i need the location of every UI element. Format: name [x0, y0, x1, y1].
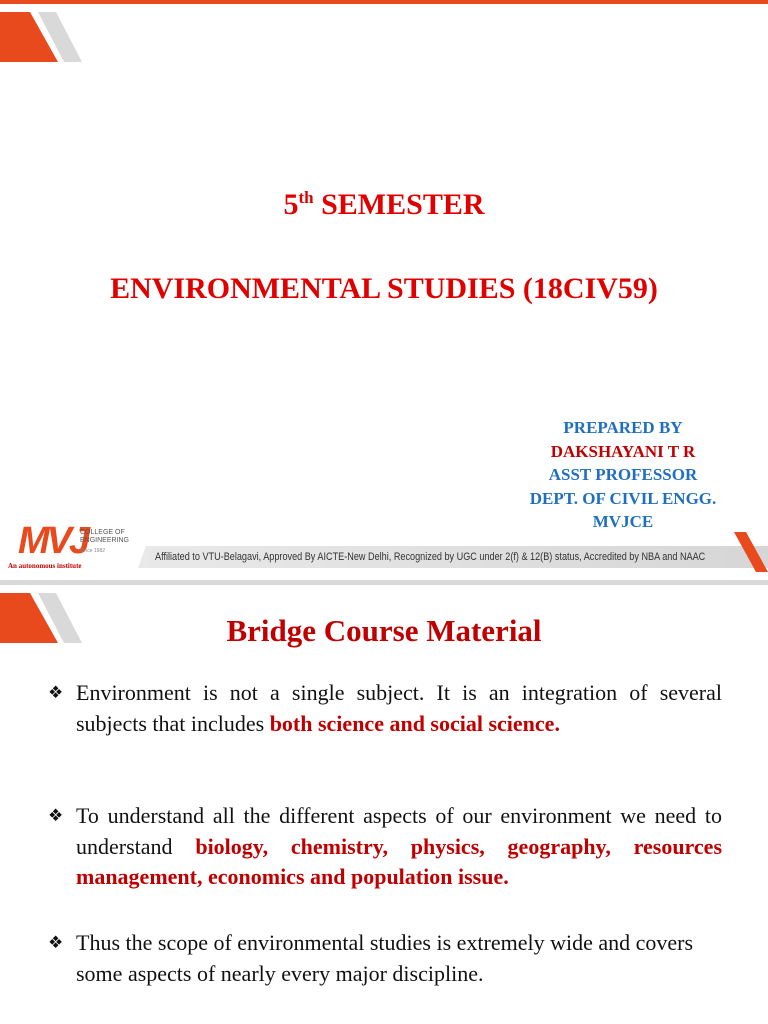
- bullet-item: [48, 678, 722, 739]
- bullet-diamond-icon: ❖: [48, 806, 64, 825]
- bullet-item: [48, 928, 722, 989]
- college-name: COLLEGE OF ENGINEERING: [80, 529, 130, 544]
- content-slide: [0, 585, 768, 1024]
- bullet-item: [48, 801, 722, 893]
- bullet-diamond-icon: ❖: [48, 933, 64, 952]
- bullet-text: To understand all the different aspects of our environment we need to understand biology, chemistry, physics, geography, resources management, economics and population issue.: [76, 803, 723, 889]
- bullet-text: Environment is not a single subject. It is an integration of several subjects that includes both science and social science.: [76, 680, 722, 736]
- corner-decoration-icon: [0, 0, 90, 70]
- author-designation: ASST PROFESSOR: [548, 465, 698, 484]
- author-name: DAKSHAYANI T R: [550, 441, 696, 461]
- prepared-by-label: PREPARED BY: [563, 418, 683, 437]
- course-title: ENVIRONMENTAL STUDIES (18CIV59): [110, 272, 658, 305]
- college-logo: MVJ: [18, 520, 88, 562]
- semester-heading: 5th SEMESTER: [283, 188, 485, 221]
- affiliation-text: Affiliated to VTU-Belagavi, Approved By AICTE-New Delhi, Recognized by UGC under 2(f) & 12(B) status, Accredited by NBA and NAAC: [155, 551, 706, 563]
- slide-title: Bridge Course Material: [226, 613, 542, 648]
- slide-footer: [0, 512, 768, 580]
- top-accent-bar: [0, 0, 768, 4]
- college-since: Since 1982: [80, 548, 106, 554]
- footer-stripe-icon: [734, 532, 768, 572]
- autonomous-label: An autonomous institute: [8, 562, 82, 570]
- bullet-text: Thus the scope of environmental studies is extremely wide and covers some aspects of nearly every major discipline.: [76, 930, 694, 986]
- author-institute: MVJCE: [592, 512, 654, 531]
- author-department: DEPT. OF CIVIL ENGG.: [529, 488, 717, 508]
- bullet-diamond-icon: ❖: [48, 683, 64, 702]
